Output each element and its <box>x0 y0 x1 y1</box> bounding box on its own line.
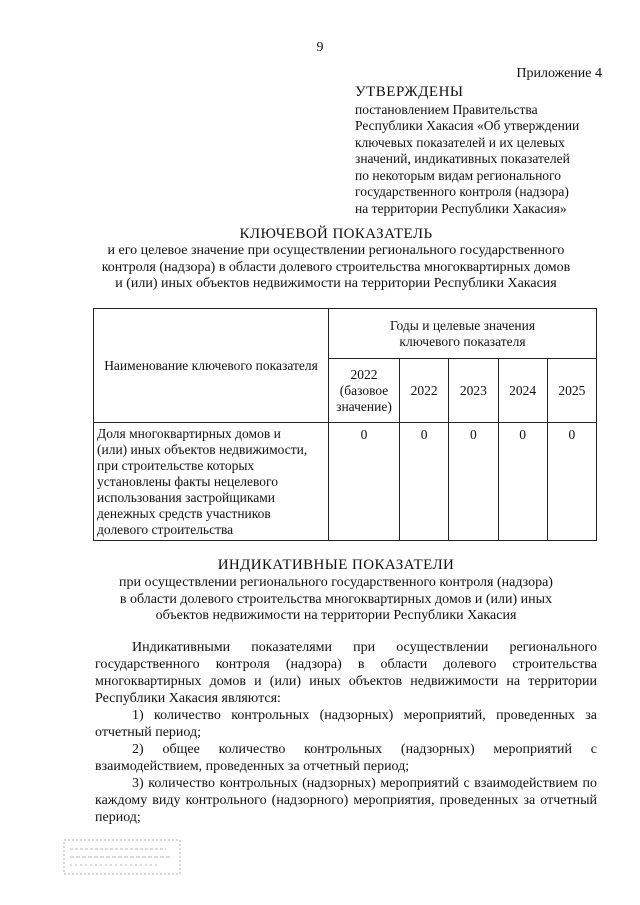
indicative-title: ИНДИКАТИВНЫЕ ПОКАЗАТЕЛИ <box>217 557 455 573</box>
year-header-2022: 2022 <box>400 359 449 423</box>
indicator-name-line: установлены факты нецелевого <box>97 474 278 489</box>
approval-line: на территории Республики Хакасия» <box>355 200 567 216</box>
appendix-label: Приложение 4 <box>516 66 602 81</box>
years-header <box>329 309 597 359</box>
approval-line: ключевых показателей и их целевых <box>355 134 565 150</box>
indicative-intro-paragraph: Индикативными показателями при осуществлении регионального государственного контроля (надзора) в области долевого строительства многоквартирных домов и (или) иных объектов недвижимости на территории Республики Хакасия являются: <box>95 640 597 706</box>
value-cell: 0 <box>400 423 449 541</box>
approval-heading: УТВЕРЖДЕНЫ <box>355 84 464 100</box>
page-number: 9 <box>316 40 324 55</box>
registration-stamp <box>62 838 182 876</box>
indicator-name-line: (или) иных объектов недвижимости, <box>97 442 308 457</box>
subtitle-line: контроля (надзора) в области долевого строительства многоквартирных домов <box>101 259 571 275</box>
approval-line: значений, индикативных показателей <box>355 151 570 166</box>
name-column-header: Наименование ключевого показателя <box>94 309 329 423</box>
subtitle-line: в области долевого строительства многоквартирных домов и (или) иных <box>119 591 553 607</box>
subtitle-line: и (или) иных объектов недвижимости на территории Республики Хакасия <box>115 276 557 291</box>
year-header-base <box>329 359 400 423</box>
key-indicator-title: КЛЮЧЕВОЙ ПОКАЗАТЕЛЬ <box>239 226 433 242</box>
indicative-item: 1) количество контрольных (надзорных) мероприятий, проведенных за отчетный период; <box>95 708 597 740</box>
table-header-row <box>94 309 597 359</box>
year-header-line: 2022 <box>350 366 378 382</box>
value-cell: 0 <box>449 423 498 541</box>
indicative-item: 2) общее количество контрольных (надзорных) мероприятий с взаимодействием, проведенных за отчетный период; <box>95 742 597 774</box>
indicator-name-line: денежных средств участников <box>97 506 271 521</box>
subtitle-line: и его целевое значение при осуществлении регионального государственного <box>107 243 565 258</box>
indicative-item: 3) количество контрольных (надзорных) мероприятий с взаимодействием по каждому виду контрольного (надзорного) мероприятия, проведенных за отчетный период; <box>95 776 597 825</box>
value-cell: 0 <box>329 423 400 541</box>
year-header-line: значение) <box>336 398 392 414</box>
approval-line: Республики Хакасия «Об утверждении <box>355 118 580 133</box>
key-indicator-table <box>93 308 597 541</box>
indicative-subtitle <box>80 575 592 625</box>
value-cell: 0 <box>498 423 547 541</box>
table-row <box>94 423 597 541</box>
indicator-name-line: использования застройщиками <box>97 490 275 505</box>
subtitle-line: при осуществлении регионального государственного контроля (надзора) <box>119 575 553 590</box>
years-header-line: Годы и целевые значения <box>389 317 536 333</box>
indicator-name-line: при строительстве которых <box>97 458 255 473</box>
year-header-line: (базовое <box>339 382 389 398</box>
subtitle-line: объектов недвижимости на территории Республики Хакасия <box>155 608 517 623</box>
indicator-name-line: Доля многоквартирных домов и <box>97 426 281 441</box>
year-header-2025: 2025 <box>547 359 596 423</box>
approval-line: государственного контроля (надзора) <box>355 184 569 199</box>
approval-line: постановлением Правительства <box>355 101 538 117</box>
year-header-2024: 2024 <box>498 359 547 423</box>
year-header-2023: 2023 <box>449 359 498 423</box>
years-header-line: ключевого показателя <box>399 333 526 349</box>
key-indicator-subtitle <box>80 243 592 293</box>
indicator-name <box>94 423 329 541</box>
approval-block <box>355 84 605 217</box>
value-cell: 0 <box>547 423 596 541</box>
indicator-name-line: долевого строительства <box>97 522 234 537</box>
approval-line: по некоторым видам регионального <box>355 167 562 183</box>
